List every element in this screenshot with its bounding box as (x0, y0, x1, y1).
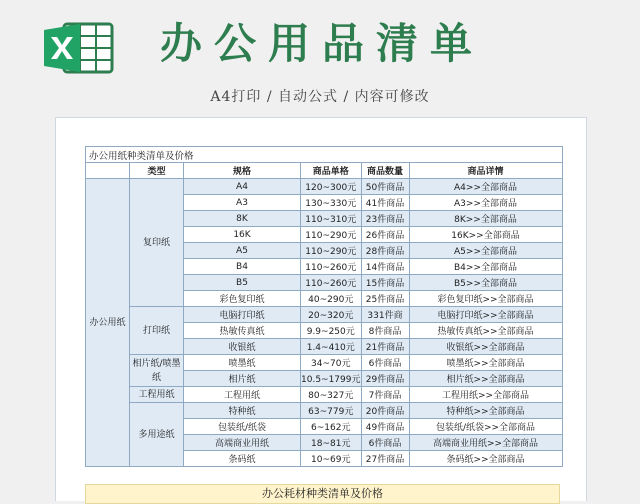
price-cell: 130~330元 (301, 195, 362, 211)
table-row (86, 403, 563, 419)
spec-cell: B4 (184, 259, 301, 275)
spec-cell: 相片纸 (184, 371, 301, 387)
qty-cell: 50件商品 (361, 179, 409, 195)
detail-cell: 喷墨纸>>全部商品 (409, 355, 562, 371)
category-label: 多用途纸 (130, 403, 184, 467)
header-qty: 商品数量 (361, 163, 409, 179)
price-cell: 110~260元 (301, 259, 362, 275)
detail-cell: 电脑打印纸>>全部商品 (409, 307, 562, 323)
price-cell: 9.9~250元 (301, 323, 362, 339)
qty-cell: 14件商品 (361, 259, 409, 275)
detail-cell: 16K>>全部商品 (409, 227, 562, 243)
detail-cell: 工程用纸>>全部商品 (409, 387, 562, 403)
table-caption: 办公用纸种类清单及价格 (86, 147, 563, 163)
detail-cell: 包装纸/纸袋>>全部商品 (409, 419, 562, 435)
qty-cell: 15件商品 (361, 275, 409, 291)
qty-cell: 25件商品 (361, 291, 409, 307)
detail-cell: 8K>>全部商品 (409, 211, 562, 227)
detail-cell: 高端商业用纸>>全部商品 (409, 435, 562, 451)
price-cell: 120~300元 (301, 179, 362, 195)
spec-cell: A4 (184, 179, 301, 195)
price-cell: 34~70元 (301, 355, 362, 371)
price-cell: 6~162元 (301, 419, 362, 435)
price-cell: 110~290元 (301, 243, 362, 259)
header-row (86, 163, 563, 179)
table-row (86, 387, 563, 403)
page-title: 办公用品清单 (160, 19, 485, 68)
spec-cell: A3 (184, 195, 301, 211)
category-label: 相片纸/喷墨纸 (130, 355, 184, 387)
table-row (86, 355, 563, 371)
detail-cell: 收银纸>>全部商品 (409, 339, 562, 355)
spec-cell: 条码纸 (184, 451, 301, 467)
price-cell: 10.5~1799元 (301, 371, 362, 387)
spec-cell: 工程用纸 (184, 387, 301, 403)
header-type: 类型 (130, 163, 184, 179)
qty-cell: 331件商 (361, 307, 409, 323)
spec-cell: 热敏传真纸 (184, 323, 301, 339)
qty-cell: 6件商品 (361, 355, 409, 371)
table-row (86, 179, 563, 195)
spec-cell: 8K (184, 211, 301, 227)
detail-cell: B4>>全部商品 (409, 259, 562, 275)
price-cell: 10~69元 (301, 451, 362, 467)
spec-cell: 电脑打印纸 (184, 307, 301, 323)
detail-cell: B5>>全部商品 (409, 275, 562, 291)
spec-cell: 喷墨纸 (184, 355, 301, 371)
spec-cell: A5 (184, 243, 301, 259)
spec-cell: B5 (184, 275, 301, 291)
price-cell: 18~81元 (301, 435, 362, 451)
group-label: 办公用纸 (86, 179, 130, 467)
header-spec: 规格 (184, 163, 301, 179)
detail-cell: 条码纸>>全部商品 (409, 451, 562, 467)
detail-cell: A3>>全部商品 (409, 195, 562, 211)
spec-cell: 16K (184, 227, 301, 243)
spec-cell: 彩色复印纸 (184, 291, 301, 307)
detail-cell: A4>>全部商品 (409, 179, 562, 195)
qty-cell: 41件商品 (361, 195, 409, 211)
header-price: 商品单格 (301, 163, 362, 179)
spec-cell: 高端商业用纸 (184, 435, 301, 451)
excel-icon (40, 20, 116, 76)
qty-cell: 23件商品 (361, 211, 409, 227)
qty-cell: 7件商品 (361, 387, 409, 403)
qty-cell: 21件商品 (361, 339, 409, 355)
detail-cell: A5>>全部商品 (409, 243, 562, 259)
table-row (86, 307, 563, 323)
detail-cell: 特种纸>>全部商品 (409, 403, 562, 419)
qty-cell: 28件商品 (361, 243, 409, 259)
header-detail: 商品详情 (409, 163, 562, 179)
price-table (85, 146, 563, 467)
price-cell: 110~260元 (301, 275, 362, 291)
detail-cell: 彩色复印纸>>全部商品 (409, 291, 562, 307)
category-label: 工程用纸 (130, 387, 184, 403)
category-label: 打印纸 (130, 307, 184, 355)
price-cell: 63~779元 (301, 403, 362, 419)
page-subtitle: A4打印 / 自动公式 / 内容可修改 (210, 89, 430, 105)
detail-cell: 热敏传真纸>>全部商品 (409, 323, 562, 339)
qty-cell: 6件商品 (361, 435, 409, 451)
price-cell: 110~310元 (301, 211, 362, 227)
qty-cell: 27件商品 (361, 451, 409, 467)
qty-cell: 8件商品 (361, 323, 409, 339)
detail-cell: 相片纸>>全部商品 (409, 371, 562, 387)
qty-cell: 20件商品 (361, 403, 409, 419)
price-cell: 110~290元 (301, 227, 362, 243)
qty-cell: 29件商品 (361, 371, 409, 387)
spec-cell: 特种纸 (184, 403, 301, 419)
section-consumables-caption: 办公耗材种类清单及价格 (85, 484, 560, 504)
qty-cell: 49件商品 (361, 419, 409, 435)
spec-cell: 收银纸 (184, 339, 301, 355)
price-cell: 1.4~410元 (301, 339, 362, 355)
price-cell: 20~320元 (301, 307, 362, 323)
price-cell: 80~327元 (301, 387, 362, 403)
qty-cell: 26件商品 (361, 227, 409, 243)
spec-cell: 包装纸/纸袋 (184, 419, 301, 435)
category-label: 复印纸 (130, 179, 184, 307)
spreadsheet-sheet (55, 117, 587, 501)
price-cell: 40~290元 (301, 291, 362, 307)
